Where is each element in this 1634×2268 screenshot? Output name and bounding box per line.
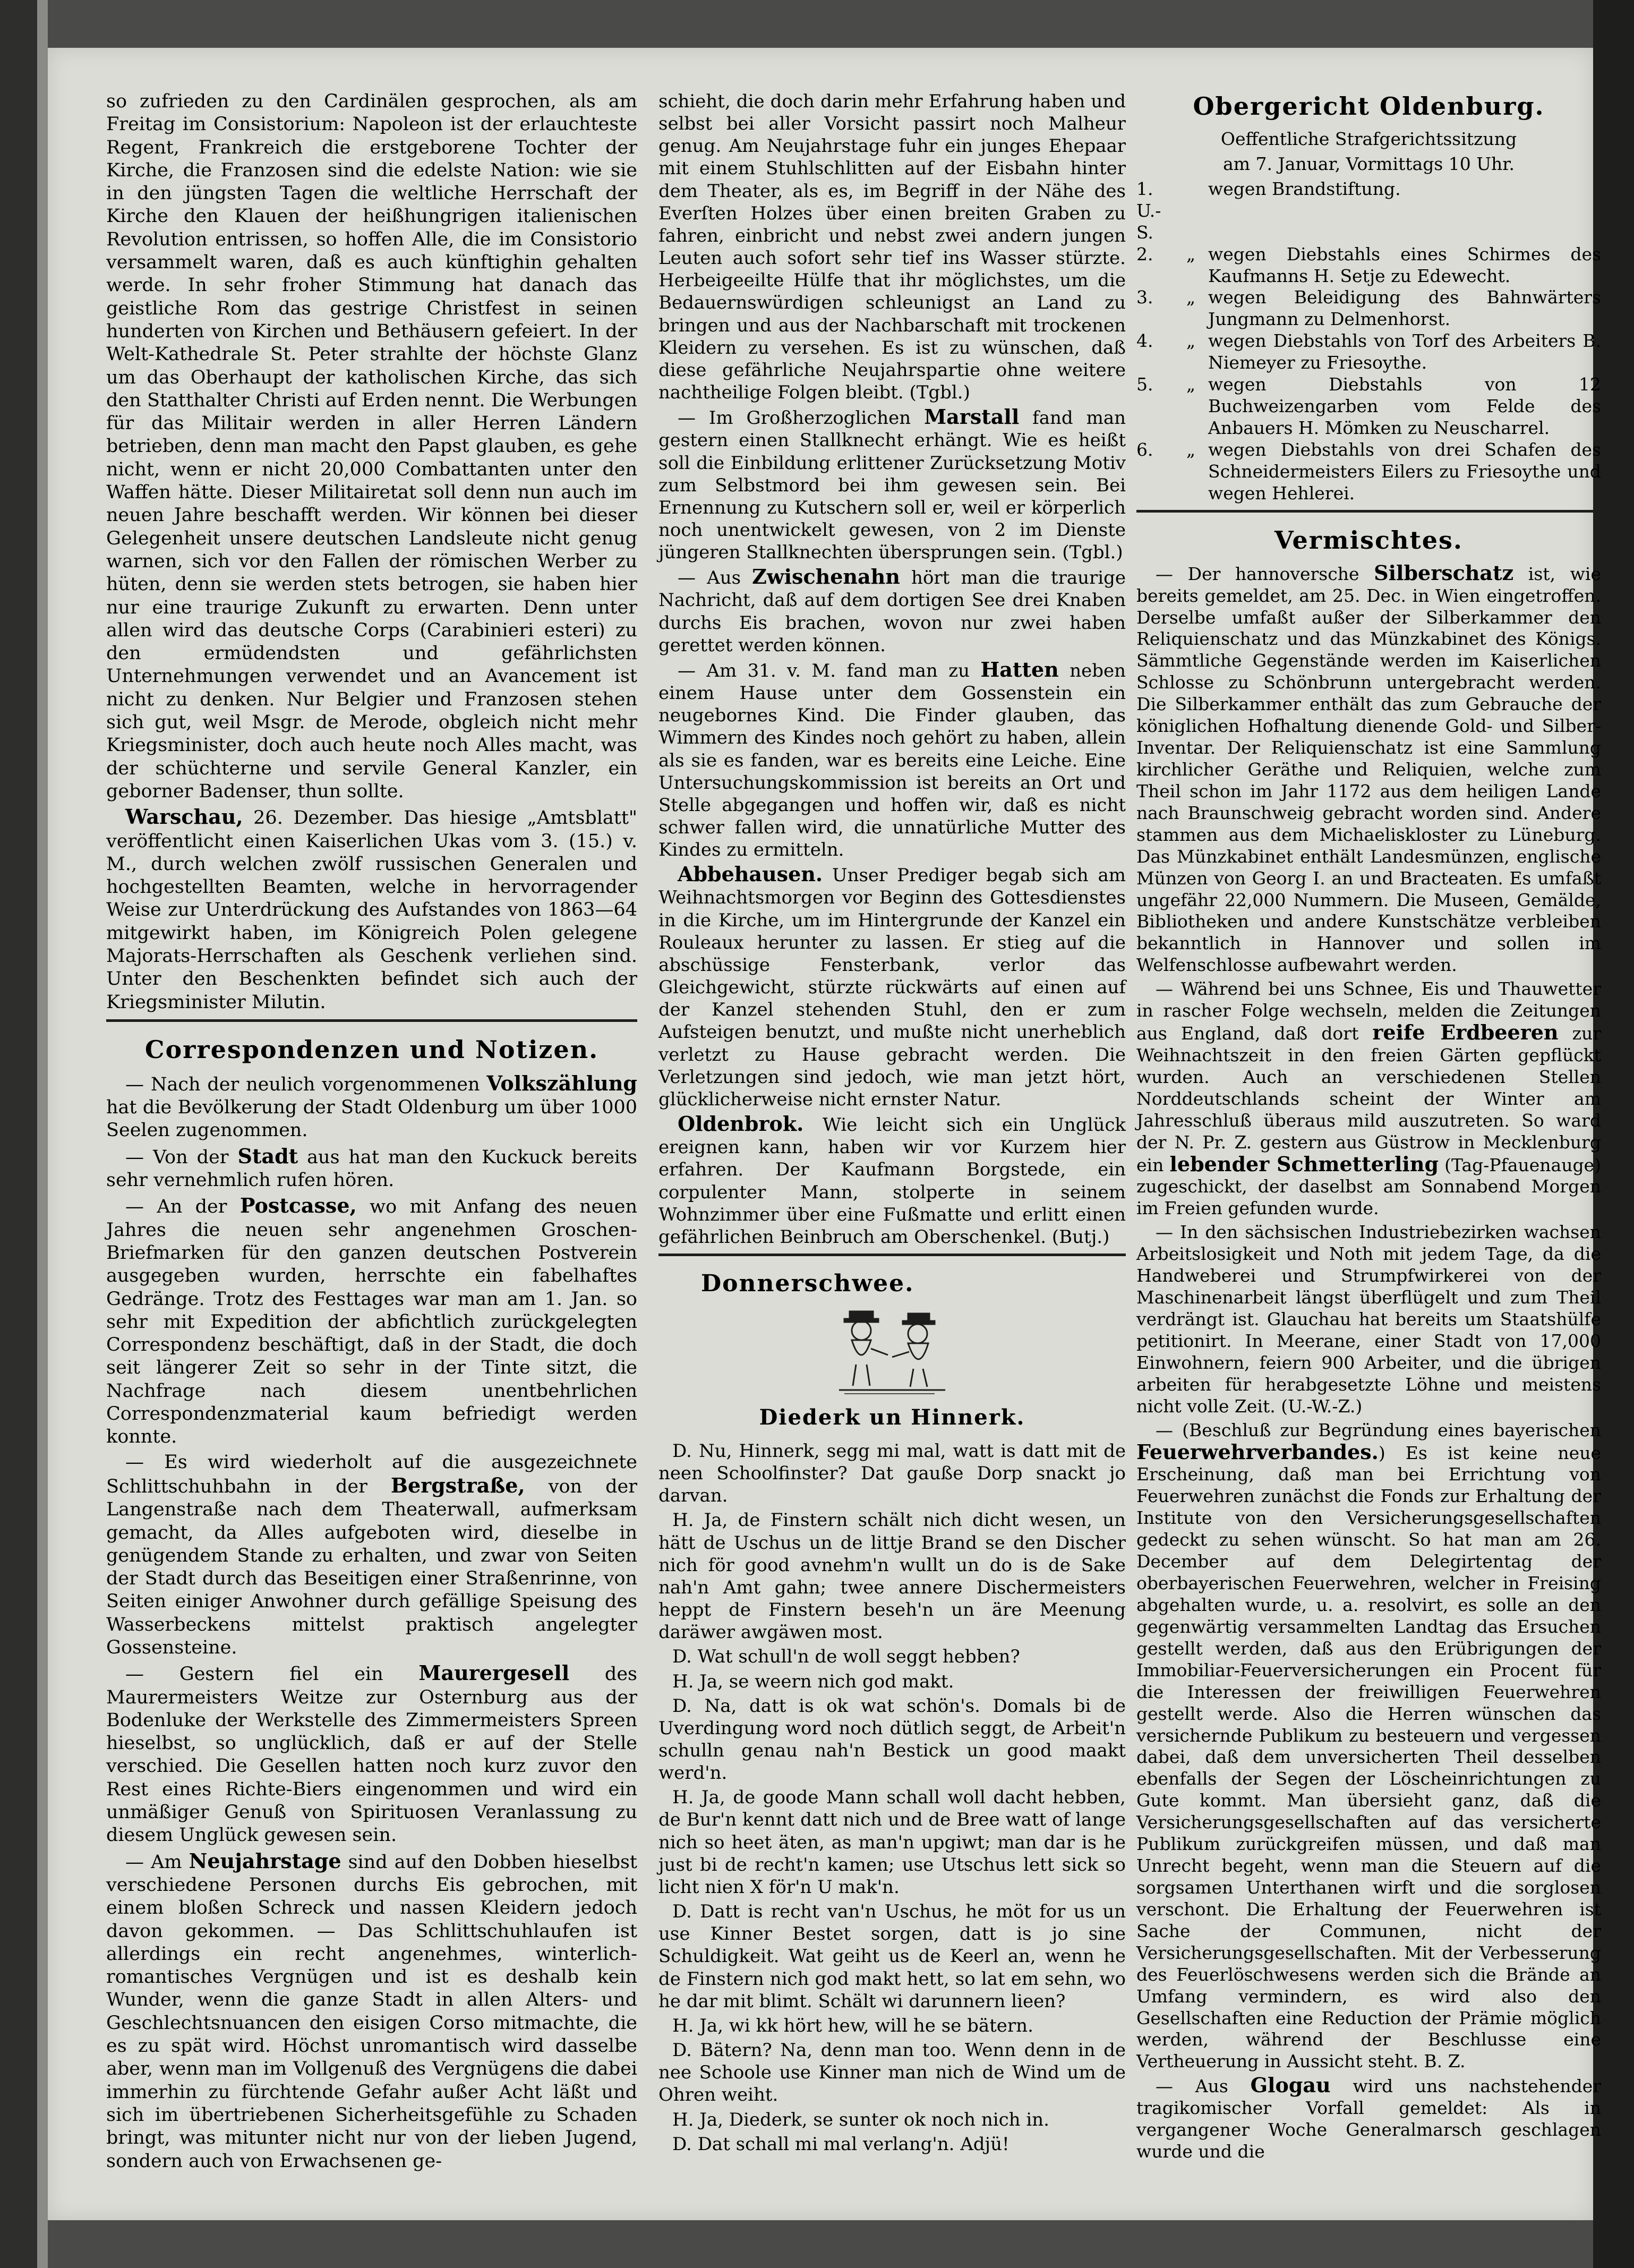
notice-item: — Nach der neulich vorgenommenen Volkszählung hat die Bevölkerung der Stadt Oldenburg um über 1000 Seelen zugenommen. [106, 1071, 637, 1141]
dialog-line: D. Dat schall mi mal verlang'n. Adjü! [672, 2133, 1010, 2155]
dialog-line: D. Bätern? Na, denn man too. Wenn denn in de nee Schoole use Kinner man nich de Wind um de Ohren weiht. [658, 2040, 1126, 2106]
docket-item [1136, 287, 1601, 330]
notice-item: — Es wird wiederholt auf die ausgezeichnete Schlittschuhbahn in der Bergstraße, von der Langenstraße nach dem Theaterwall, aufmerksam gemacht, da Alles aufgeboten wird, dieselbe in genügendem Stande zu erhalten, und zwar von Seiten der Stadt durch das Beseitigen einer Straßenrinne, von Seiten einiger Anwohner durch gefällige Speisung des Wasserbeckens mittelst praktisch angelegter Gossensteine. [106, 1451, 637, 1658]
docket-number: 6. [1136, 439, 1153, 460]
section-rule [658, 1254, 1126, 1256]
docket-item [1136, 374, 1601, 439]
docket-text: wegen Beleidigung des Bahnwärters Jungmann zu Delmenhorst. [1208, 287, 1601, 330]
docket-ditto: „ [1186, 287, 1196, 308]
docket-item [1136, 178, 1601, 244]
docket-ditto: „ [1186, 243, 1196, 265]
dialog-line: H. Ja, de Finstern schält nich dicht wesen, un hätt de Uschus un de littje Brand se den Discher nich för good avnehm'n wullt un do is de Sake nah'n Amt gahn; twee annere Dischermeisters heppt de Finstern beseh'n un äre Meenung daräwer awgäwen most. [658, 1510, 1126, 1643]
dialog-line: H. Ja, se weern nich god makt. [672, 1670, 954, 1692]
docket-text: wegen Diebstahls von Torf des Arbeiters B. Niemeyer zu Friesoythe. [1208, 330, 1601, 373]
dialog-line: H. Ja, Diederk, se sunter ok noch nich in. [672, 2109, 1049, 2130]
docket-number: 5. [1136, 374, 1153, 395]
notice-item: — Gestern fiel ein Maurergesell des Maurermeisters Weitze zur Osternburg aus der Bodenluke der Werkstelle des Zimmermeisters Spreen hieselbst, so unglücklich, daß er auf der Stelle verschied. Die Gesellen hatten noch kurz zuvor den Rest eines Richte-Biers eingenommen und wird ein unmäßiger Genuß von Spirituosen Veranlassung zu diesem Unglück gewesen sein. [106, 1661, 637, 1846]
section-rule [106, 1019, 637, 1022]
docket-ditto: „ [1186, 374, 1196, 395]
dialog-line: H. Ja, wi kk hört hew, will he se bätern. [672, 2015, 1033, 2036]
docket-ditto: „ [1186, 439, 1196, 460]
book-spine [0, 0, 48, 2268]
docket-text: wegen Diebstahls eines Schirmes des Kaufmanns H. Setje zu Edewecht. [1208, 243, 1601, 286]
notice-item: — Am Neujahrstage sind auf den Dobben hieselbst verschiedene Personen durchs Eis gebrochen, mit einem bloßen Schreck und nassen Kleidern jedoch davon gekommen. — Das Schlittschuhlaufen ist allerdings ein recht angenehmes, winterlich-romantisches Vergnügen und ist es deshalb kein Wunder, wenn die ganze Stadt in allen Alters- und Geschlechtsnuancen den eisigen Corso mitmachte, die es zu spät wird. Höchst unromantisch wird dasselbe aber, wenn man im Vollgenuß des Vergnügens die dabei immerhin zu fürchtende Gefahr außer Acht läßt und sich im übertriebenen Sicherheitsgefühle zu Schaden bringt, was mitunter nicht nur von der lieben Jugend, sondern auch von Erwachsenen ge- [106, 1848, 637, 2172]
section-heading: Obergericht Oldenburg. [1193, 92, 1545, 121]
dialog-line: D. Na, datt is ok wat schön's. Domals bi de Uverdingung word noch dütlich seggt, de Arbeit'n schulln genau nah'n Bestick un good maakt werd'n. [658, 1695, 1126, 1784]
section-heading: Vermischtes. [1274, 525, 1463, 555]
court-subtitle: Oeffentliche Strafgerichtssitzung [1220, 129, 1517, 149]
article-paragraph: schieht, die doch darin mehr Erfahrung haben und selbst bei aller Vorsicht passirt noch Malheur genug. Am Neujahrstage fuhr ein junges Ehepaar mit einem Stuhlschlitten auf der Eisbahn hinter dem Theater, als es, im Begriff in der Nähe des Everſten Holzes über einen breiten Graben zu fahren, einbricht und nebst zwei andern jungen Leuten auch sofort sehr tief ins Wasser stürzte. Herbeigeeilte Hülfe that ihr möglichstes, um die Bedauernswürdigen schleunigst an Land zu bringen und aus der Nachbarschaft mit trockenen Kleidern zu versehen. Es ist zu wünschen, daß diese gefährliche Neujahrspartie ohne weitere nachtheilige Folgen bleibt. (Tgbl.) [658, 91, 1126, 404]
dateline: Warschau, [125, 805, 243, 829]
section-heading: Correspondenzen und Notizen. [144, 1035, 599, 1064]
docket-item [1136, 439, 1601, 505]
column-left [106, 90, 637, 2175]
docket-number: 1. U.-S. [1136, 178, 1161, 243]
docket-number: 3. [1136, 287, 1153, 308]
notice-item: — Der hannoversche Silberschatz ist, wie bereits gemeldet, am 25. Dec. in Wien eingetroffen. Derselbe umfaßt außer der Silberkammer den Reliquienschatz und das Münzkabinet des Königs. Sämmtliche Gegenstände werden im Kaiserlichen Schlosse zu Schönbrunn untergebracht werden. Die Silberkammer enthält das zum Gebrauche der königlichen Hofhaltung dienende Gold- und Silber-Inventar. Der Reliquienschatz ist eine Sammlung kirchlicher Geräthe und Reliquien, welche zum Theil schon im Jahr 1172 aus dem heiligen Lande nach Braunschweig gebracht worden sind. Andere stammen aus dem Michaeliskloster zu Lüneburg. Das Münzkabinet enthält Landesmünzen, englische Münzen von Georg I. an und Bracteaten. Es umfaßt ungefähr 22,000 Nummern. Die Museen, Gemälde, Bibliotheken und andere Kunstschätze verbleiben bekanntlich in Hannover und sollen im Welfenschlosse aufbewahrt werden. [1136, 560, 1601, 976]
notice-item: — Von der Stadt aus hat man den Kuckuck bereits sehr vernehmlich rufen hören. [106, 1144, 638, 1191]
notice-item: Oldenbrok. Wie leicht sich ein Unglück ereignen kann, haben wir vor Kurzem hier erfahren. Der Kaufmann Borgstede, ein corpulenter Mann, stolperte in seinem Wohnzimmer über eine Fußmatte und erlitt einen gefährlichen Beinbruch am Oberschenkel. (Butj.) [658, 1112, 1126, 1248]
dialog-line: D. Nu, Hinnerk, segg mi mal, watt is datt mit de neen Schoolfinster? Dat gauße Dorp snackt jo darvan. [658, 1440, 1126, 1507]
docket-number: 2. [1136, 243, 1153, 265]
docket-text: wegen Brandstiftung. [1208, 178, 1401, 199]
notice-item: — Im Großherzoglichen Marstall fand man gestern einen Stallknecht erhängt. Wie es heißt soll die Einbildung erlittener Zurücksetzung Motiv zum Selbstmord bei ihm gewesen sein. Bei Ernennung zu Kutschern soll er, weil er körperlich noch unentwickelt gewesen, von 2 im Dienste jüngeren Stallknechten übersprungen sein. (Tgbl.) [658, 405, 1126, 564]
docket-number: 4. [1136, 330, 1153, 352]
docket-text: wegen Diebstahls von drei Schafen des Schneidermeisters Eilers zu Friesoythe und wegen Hehlerei. [1208, 439, 1601, 504]
dialog-body [658, 1440, 1126, 2155]
dialog-title: Diederk un Hinnerk. [759, 1404, 1025, 1430]
section-rule [1136, 510, 1601, 513]
notice-item: — (Beschluß zur Begründung eines bayerischen Feuerwehrverbandes.) Es ist keine neue Erscheinung, daß man bei Errichtung von Feuerwehren zunächst die Fonds zur Erhaltung der Institute von den Versicherungsgesellschaften gedeckt zu sehen wünscht. So hat man am 26. December auf dem Delegirtentag der oberbayerischen Feuerwehren, welcher in Freising abgehalten wurde, u. a. resolvirt, es solle an den gegenwärtig versammelten Landtag das Ersuchen gestellt werden, daß aus den Erübrigungen der Immobiliar-Feuerversicherungen ein Procent für die Interessen der freiwilligen Feuerwehren gestellt werde. Also die Herren wünschen das versichernde Publikum zu besteuern und vergessen dabei, daß dem unversicherten Theil desselben ebenfalls der Segen der Löscheinrichtungen zu Gute kommt. Man übersieht ganz, daß die Versicherungsgesellschaften auf das versicherte Publikum zurückgreifen müssen, und daß man Unrecht begeht, wenn man die Steuern auf die sorgsamen Unterthanen wirft und die sorglosen verschont. Die Erhaltung der Feuerwehren ist Sache der Communen, nicht der Versicherungsgesellschaften. Mit der Verbesserung des Feuerlöschwesens werden sich die Brände an Umfang vermindern, es wird also den Gesellschaften eine Reduction der Prämie möglich werden, während der Beschlusse eine Vertheuerung in Aussicht steht. B. Z. [1136, 1419, 1601, 2072]
article-warschau: Warschau, 26. Dezember. Das hiesige „Amtsblatt" veröffentlicht einen Kaiserlichen Ukas vom 3. (15.) v. M., durch welchen zwölf russischen Generalen und hochgestellten Beamten, welche in hervorragender Weise zur Unterdrückung des Aufstandes von 1863—64 mitgewirkt haben, im Königreich Polen gelegene Majorats-Herrschaften als Geschenk verliehen sind. Unter den Beschenkten befindet sich auch der Kriegsminister Milutin. [106, 805, 637, 1013]
article-paragraph: so zufrieden zu den Cardinälen gesprochen, als am Freitag im Consistorium: Napoleon ist der erlauchteste Regent, Frankreich die erstgeborene Tochter der Kirche, die Franzosen sind die edelste Nation: wie sie in den jüngsten Tagen die weltliche Herrschaft der Kirche den Klauen der heißhungrigen italienischen Revolution entrissen, so hoffen Alle, die im Consistorio versammelt waren, daß es auch künftighin gehalten werde. In sehr froher Stimmung hat danach das geistliche Rom das gestrige Christfest in seinen hunderten von Kirchen und Bethäusern gefeiert. In der Welt-Kathedrale St. Peter strahlte der höchste Glanz um das Oberhaupt der katholischen Kirche, das sich den Statthalter Christi auf Erden nennt. Die Werbungen für das Militair werden in aller Herren Ländern betrieben, denn man macht den Papst glauben, es gehe nicht, wenn er nicht 20,000 Combattanten unter den Waffen hätte. Dieser Militairetat soll denn nun auch im neuen Jahre beschafft werden. Wir können bei dieser Gelegenheit unsere deutschen Landsleute nicht genug warnen, sich vor den Fallen der römischen Werber zu hüten, denn sie werden stets betrogen, sie haben hier nur eine traurige Zukunft zu erwarten. Denn unter allen wird das deutsche Corps (Carabinieri esteri) zu den ermüdendsten und gefährlichsten Unternehmungen verwendet und an Avancement ist nicht zu denken. Nur Belgier und Franzosen stehen sich gut, weil Msgr. de Merode, obgleich nicht mehr Kriegsminister, doch auch heute noch Alles macht, was der schüchterne und servile General Kanzler, ein geborner Badenser, thun sollte. [106, 91, 637, 802]
dialog-line: D. Wat schull'n de woll seggt hebben? [672, 1646, 1020, 1668]
column-middle [658, 90, 1126, 2158]
notice-item: — In den sächsischen Industriebezirken wachsen Arbeitslosigkeit und Noth mit jedem Tage, da die Handweberei und Strumpfwirkerei von der Maschinenarbeit längst überflügelt und zum Theil verdrängt ist. Glauchau hat bereits um Staatshülfe petitionirt. In Meerane, einer Stadt von 17,000 Einwohnern, feiern 900 Arbeiter, und die übrigen arbeiten für herabgesetzte Löhne und meistens nicht volle Zeit. (U.-W.-Z.) [1136, 1222, 1601, 1417]
dialog-line: H. Ja, de goode Mann schall woll dacht hebben, de Bur'n kennt datt nich und de Bree watt of lange nich so heet äten, as man'n upgiwt; man dar is he just bi de recht'n kamen; use Utschus lett sick so licht nien X för'n U mak'n. [658, 1787, 1126, 1898]
docket-item [1136, 330, 1601, 374]
section-heading: Donnerschwee. [701, 1269, 914, 1297]
dialog-line: D. Datt is recht van'n Uschus, he möt for us un use Kinner Bestet sorgen, datt is jo sine Schuldigkeit. Wat geiht us de Keerl an, wenn he de Finstern nich god makt hett, so lat em sehn, wo he dar mit blimt. Schält wi darunnern lieen? [658, 1901, 1126, 2012]
notice-item: — Aus Zwischenahn hört man die traurige Nachricht, daß auf dem dortigen See drei Knaben durchs Eis brachen, wovon nur zwei haben gerettet werden können. [658, 565, 1126, 656]
docket-item [1136, 244, 1601, 287]
court-docket [1136, 178, 1601, 505]
notice-item: — Während bei uns Schnee, Eis und Thauwetter in rascher Folge wechseln, melden die Zeitungen aus England, daß dort reife Erdbeeren zur Weihnachtszeit in den freien Gärten gepflückt wurden. Auch an verschiedenen Stellen Norddeutschlands scheint der Winter am Jahresschluß überaus mild auszutreten. So ward der N. Pr. Z. gestern aus Güstrow in Mecklenburg ein lebender Schmetterling (Tag-Pfauenauge) zugeschickt, der daselbst am Sonnabend Morgen im Freien gefunden wurde. [1136, 978, 1601, 1219]
notice-item: Abbehausen. Unser Prediger begab sich am Weihnachtsmorgen vor Beginn des Gottesdienstes in die Kirche, um im Hintergrunde der Kanzel ein Rouleaux herunter zu lassen. Er stieg auf die abschüssige Fensterbank, verlor das Gleichgewicht, stürzte rückwärts auf einen auf der Kanzel stehenden Stuhl, den er zum Aufsteigen benutzt, und mußte nicht unerheblich verletzt zu Hause gebracht werden. Die Verletzungen sind jedoch, wie man jetzt hört, glücklicherweise nicht ernster Natur. [658, 862, 1126, 1110]
column-right [1136, 90, 1601, 2165]
notice-item: — An der Postcasse, wo mit Anfang des neuen Jahres die neuen sehr angenehmen Groschen-Briefmarken für den ganzen deutschen Postverein ausgegeben wurden, herrschte ein fabelhaftes Gedränge. Trotz des Festtages war man am 1. Jan. so sehr mit Expedition der abfichtlich zurückgelegten Correspondenz beschäftigt, daß in der Stadt, die doch seit längerer Zeit so sehr in der Tinte sitzt, die Nachfrage nach diesem unentbehrlichen Correspondenzmaterial kaum befriedigt werden konnte. [106, 1193, 637, 1448]
docket-ditto: „ [1186, 330, 1196, 352]
court-date: am 7. Januar, Vormittags 10 Uhr. [1223, 153, 1515, 174]
docket-text: wegen Diebstahls von 12 Buchweizengarben vom Felde des Anbauers H. Mömken zu Neuscharrel. [1208, 374, 1601, 438]
docket-ditto [1174, 178, 1208, 244]
notice-item: — Am 31. v. M. fand man zu Hatten neben einem Hause unter dem Gossenstein ein neugebornes Kind. Die Finder glauben, das Wimmern des Kindes noch gehört zu haben, allein als sie es fanden, war es bereits eine Leiche. Eine Untersuchungskommission ist bereits an Ort und Stelle abgegangen und hoffen wir, daß es nicht schwer fallen wird, die unnatürliche Mutter des Kindes zu ermitteln. [658, 657, 1126, 861]
two-men-cartoon-icon [828, 1306, 956, 1396]
notice-item: — Aus Glogau wird uns nachstehender tragikomischer Vorfall gemeldet: Als in vergangener Woche Generalmarsch geschlagen wurde und die [1136, 2073, 1602, 2162]
